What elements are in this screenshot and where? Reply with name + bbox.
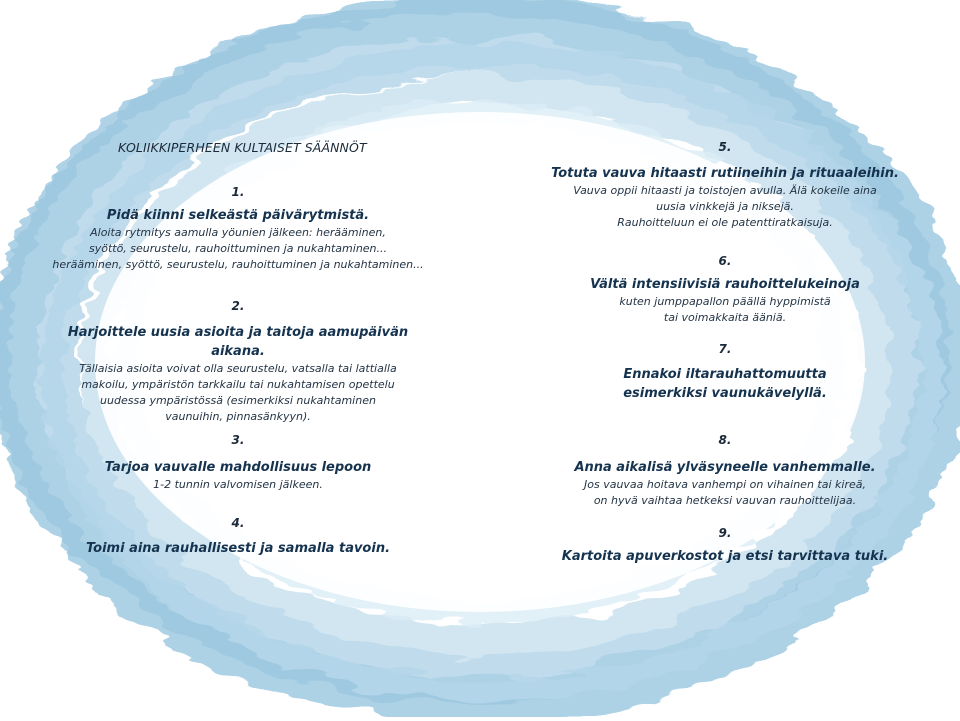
rule-body-line: syöttö, seurustelu, rauhoittuminen ja nukahtaminen... [88,242,388,255]
rule-3 [48,432,428,493]
rule-2 [48,298,428,425]
rule-7 [530,341,920,403]
rule-body-line: Aloita rytmitys aamulla yöunien jälkeen: herääminen, [90,226,386,239]
rule-body-line: Rauhoitteluun ei ole patenttiratkaisuja. [617,216,833,229]
rule-title-line: Ennakoi iltarauhattomuutta [623,367,827,382]
rule-6 [530,253,920,326]
rule-number: 4. [231,516,245,530]
rule-number: 7. [718,342,732,356]
rule-body-line: kuten jumppapallon päällä hyppimistä [619,295,831,308]
rule-title-line: esimerkiksi vaunukävelyllä. [623,386,827,401]
rule-title: Kartoita apuverkostot ja etsi tarvittava tuki. [561,549,889,564]
rule-title: Totuta vauva hitaasti rutiineihin ja rituaaleihin. [551,166,899,181]
rule-5 [530,139,920,231]
rule-4 [48,515,428,558]
document-heading: KOLIIKKIPERHEEN KULTAISET SÄÄNNÖT [118,140,367,155]
rule-9 [530,525,920,566]
rule-body-line: on hyvä vaihtaa hetkeksi vauvan rauhoittelijaa. [593,494,857,507]
rule-number: 9. [718,526,732,540]
rule-title: Anna aikalisä ylväsyneelle vanhemmalle. [574,460,876,475]
rule-number: 8. [718,433,732,447]
rule-title: Harjoittele uusia asioita ja taitoja aamupäivän aikana. [67,325,409,359]
rule-title: Vältä intensiivisiä rauhoittelukeinoja [590,277,860,292]
rule-body-line: Jos vauvaa hoitava vanhempi on vihainen tai kireä, [584,478,866,491]
rule-1 [48,184,428,273]
rule-body-line: herääminen, syöttö, seurustelu, rauhoittuminen ja nukahtaminen... [52,258,424,271]
rule-body-line: uusia vinkkejä ja niksejä. [656,200,794,213]
rule-body-line: makoilu, ympäristön tarkkailu tai nukahtamisen opettelu [81,378,395,391]
rule-title: Tarjoa vauvalle mahdollisuus lepoon [104,460,372,475]
rule-body-line: Vauva oppii hitaasti ja toistojen avulla. Älä kokeile aina [573,184,877,197]
rule-body-line: tai voimakkaita ääniä. [663,311,787,324]
rule-body-line: uudessa ympäristössä (esimerkiksi nukahtaminen [100,394,376,407]
rule-8 [530,432,920,509]
rule-number: 6. [718,254,732,268]
rule-number: 3. [231,433,245,447]
rule-title: Pidä kiinni selkeästä päivärytmistä. [106,208,370,223]
rule-number: 1. [231,185,245,199]
rule-body-line: vaunuihin, pinnasänkyyn). [165,410,311,423]
rule-body-line: 1-2 tunnin valvomisen jälkeen. [153,478,323,491]
rule-body-line: Tällaisia asioita voivat olla seurustelu, vatsalla tai lattialla [79,362,397,375]
rule-title: Toimi aina rauhallisesti ja samalla tavoin. [85,541,391,556]
rule-number: 2. [231,299,245,313]
rule-number: 5. [718,140,732,154]
